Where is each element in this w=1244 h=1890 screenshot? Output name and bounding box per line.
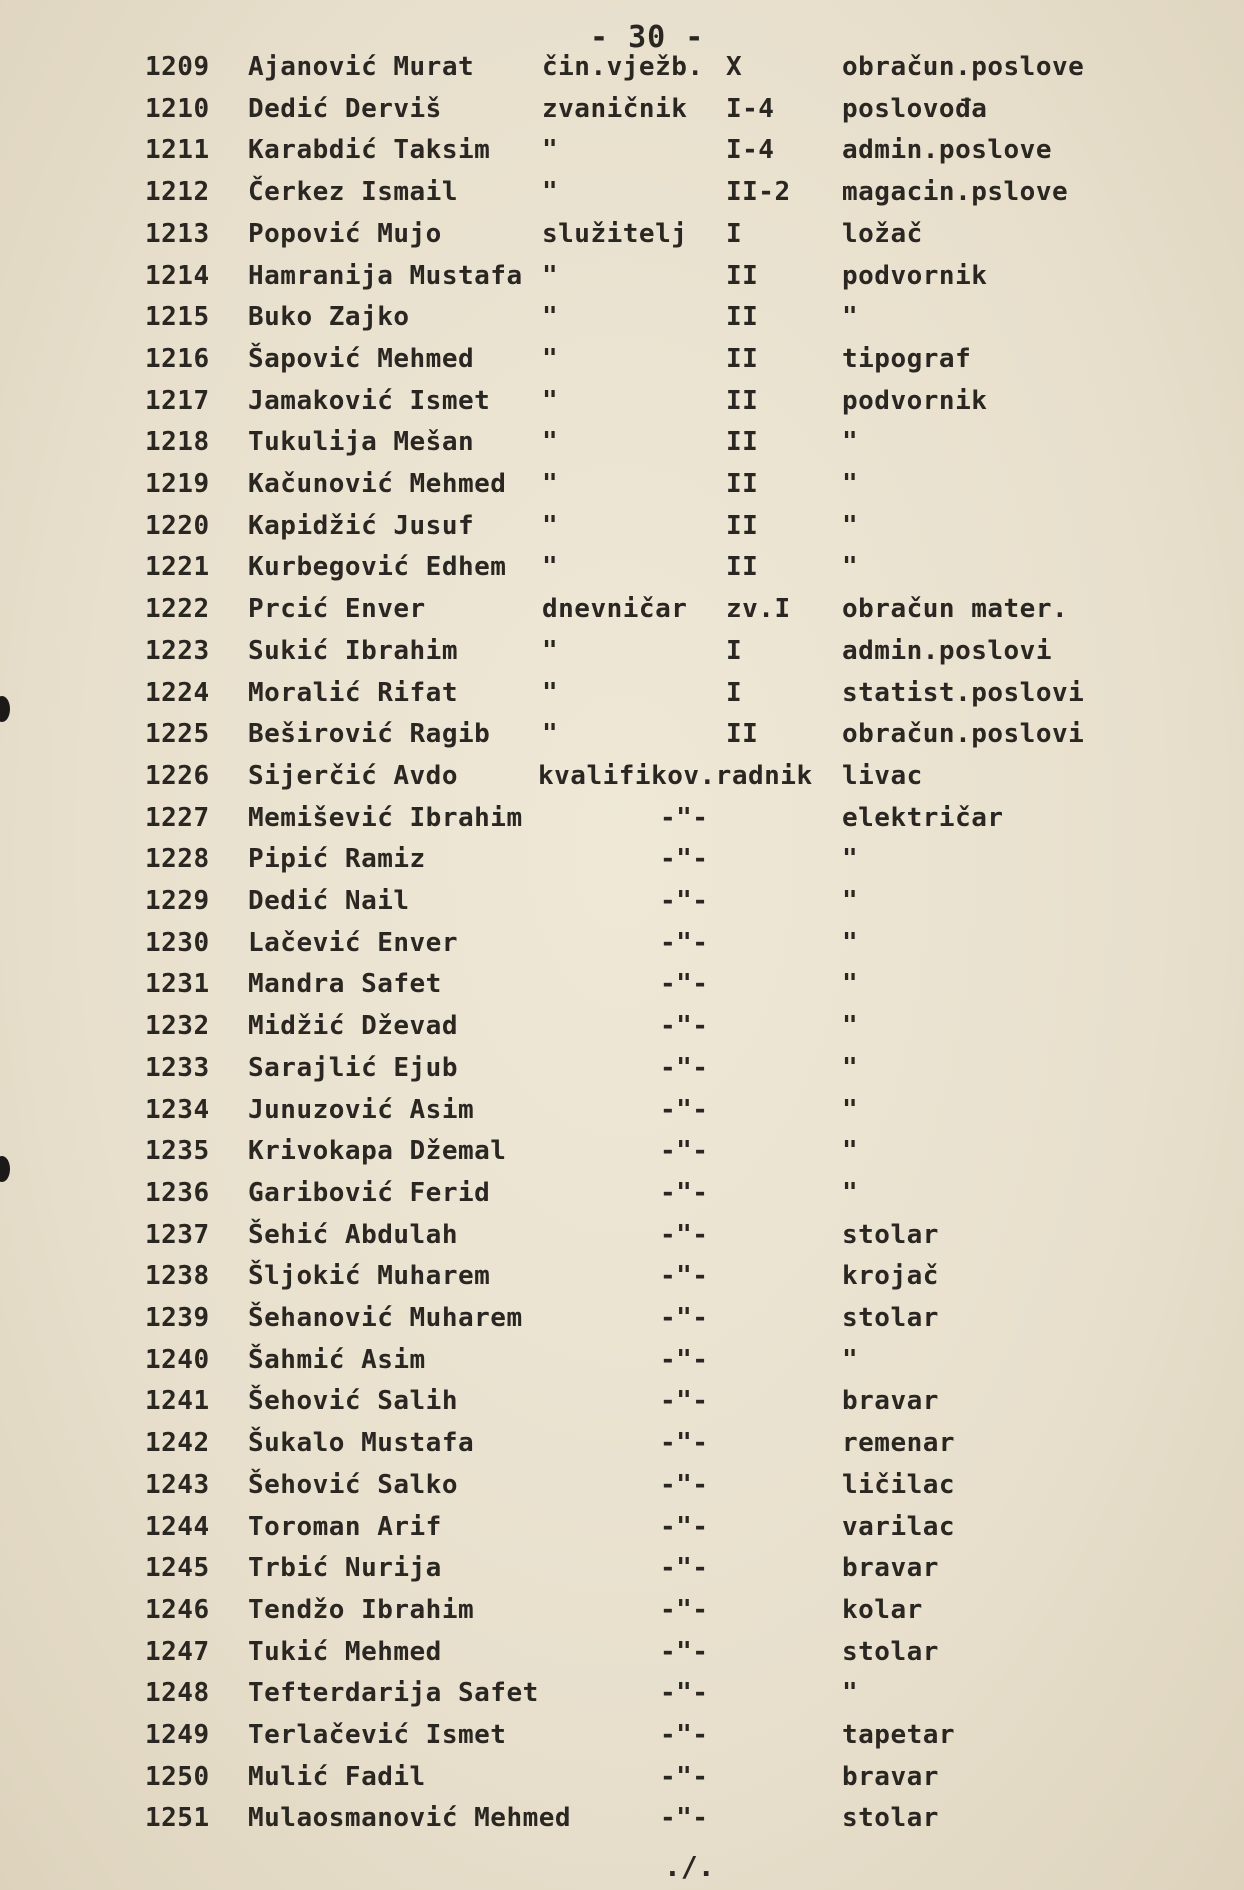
employee-grade: II xyxy=(726,385,759,416)
list-item xyxy=(0,386,1244,426)
entry-number: 1214 xyxy=(145,260,210,291)
employee-job: varilac xyxy=(842,1511,956,1542)
ditto-mark: -"- xyxy=(660,927,709,958)
employee-name: Dedić Nail xyxy=(248,886,410,916)
list-item xyxy=(0,594,1244,634)
entry-number: 1245 xyxy=(145,1553,210,1584)
list-item xyxy=(0,1011,1244,1051)
employee-job: " xyxy=(842,1344,859,1375)
entry-number: 1237 xyxy=(145,1219,210,1250)
employee-job: livac xyxy=(842,760,923,791)
employee-job: tipograf xyxy=(842,343,972,374)
entry-number: 1223 xyxy=(145,635,210,666)
list-item xyxy=(0,1053,1244,1093)
entry-number: 1244 xyxy=(145,1511,210,1542)
employee-name: Šapović Mehmed xyxy=(248,343,475,374)
list-item xyxy=(0,803,1244,843)
ditto-mark: -"- xyxy=(660,1803,709,1834)
employee-grade: II xyxy=(726,427,759,458)
list-item xyxy=(0,1720,1244,1760)
continuation-mark: ./. xyxy=(664,1850,715,1883)
employee-name: Lačević Enver xyxy=(248,927,458,958)
employee-title: " xyxy=(542,469,559,499)
employee-job: električar xyxy=(842,802,1004,833)
employee-title: " xyxy=(542,635,559,666)
entry-number: 1213 xyxy=(145,218,210,249)
employee-title: zvaničnik xyxy=(542,93,688,124)
employee-title: " xyxy=(542,343,559,374)
ditto-mark: -"- xyxy=(660,886,709,916)
list-item xyxy=(0,52,1244,92)
employee-grade: II xyxy=(726,469,759,499)
employee-job: stolar xyxy=(842,1219,939,1250)
entry-number: 1227 xyxy=(145,802,210,833)
employee-name: Sijerčić Avdo xyxy=(248,760,458,791)
employee-job: " xyxy=(842,510,859,541)
list-item xyxy=(0,1595,1244,1635)
employee-name: Tefterdarija Safet xyxy=(248,1678,539,1709)
employee-job: podvornik xyxy=(842,260,988,291)
entry-number: 1248 xyxy=(145,1678,210,1709)
ditto-mark: -"- xyxy=(660,1594,709,1625)
employee-name: Kurbegović Edhem xyxy=(248,552,507,583)
employee-name: Tukulija Mešan xyxy=(248,427,475,458)
employee-grade: II xyxy=(726,260,759,291)
employee-title: " xyxy=(542,677,559,708)
list-item xyxy=(0,219,1244,259)
employee-job: ličilac xyxy=(842,1469,956,1500)
employee-title: " xyxy=(542,177,559,208)
entry-number: 1247 xyxy=(145,1636,210,1667)
employee-name: Toroman Arif xyxy=(248,1511,442,1542)
list-item xyxy=(0,1261,1244,1301)
employee-grade: I-4 xyxy=(726,93,775,124)
entry-number: 1222 xyxy=(145,594,210,625)
employee-job: admin.poslovi xyxy=(842,635,1052,666)
list-item xyxy=(0,719,1244,759)
entry-number: 1242 xyxy=(145,1428,210,1459)
ditto-mark: -"- xyxy=(660,1678,709,1709)
entry-number: 1239 xyxy=(145,1303,210,1333)
employee-job: statist.poslovi xyxy=(842,677,1085,708)
list-item xyxy=(0,261,1244,301)
entry-number: 1211 xyxy=(145,135,210,166)
employee-title: " xyxy=(542,302,559,333)
employee-grade: I xyxy=(726,635,743,666)
entry-number: 1210 xyxy=(145,93,210,124)
ditto-mark: -"- xyxy=(660,1094,709,1125)
ditto-mark: -"- xyxy=(660,1636,709,1667)
employee-job: " xyxy=(842,844,859,875)
employee-name: Pipić Ramiz xyxy=(248,844,426,875)
list-item xyxy=(0,1512,1244,1552)
ditto-mark: -"- xyxy=(660,1511,709,1542)
employee-name: Ajanović Murat xyxy=(248,52,475,82)
employee-name: Karabdić Taksim xyxy=(248,135,491,166)
entry-number: 1230 xyxy=(145,927,210,958)
employee-job: " xyxy=(842,1011,859,1042)
entry-number: 1241 xyxy=(145,1386,210,1417)
employee-name: Krivokapa Džemal xyxy=(248,1136,507,1167)
employee-name: Mulić Fadil xyxy=(248,1761,426,1792)
employee-grade: II xyxy=(726,552,759,583)
ditto-mark: -"- xyxy=(660,1303,709,1333)
list-item xyxy=(0,1303,1244,1343)
employee-name: Šehović Salko xyxy=(248,1469,458,1500)
employee-grade: II xyxy=(726,510,759,541)
entry-number: 1219 xyxy=(145,469,210,499)
employee-job: poslovođa xyxy=(842,93,988,124)
employee-grade: II xyxy=(726,302,759,333)
employee-name: Kačunović Mehmed xyxy=(248,469,507,499)
list-item xyxy=(0,969,1244,1009)
page-number: - 30 - xyxy=(590,20,705,55)
employee-name: Mandra Safet xyxy=(248,969,442,1000)
ditto-mark: -"- xyxy=(660,1344,709,1375)
employee-job: magacin.pslove xyxy=(842,177,1069,208)
list-item xyxy=(0,1428,1244,1468)
employee-job: stolar xyxy=(842,1303,939,1333)
entry-number: 1232 xyxy=(145,1011,210,1042)
list-item xyxy=(0,1553,1244,1593)
employee-grade: I xyxy=(726,677,743,708)
entry-number: 1235 xyxy=(145,1136,210,1167)
entry-number: 1249 xyxy=(145,1720,210,1750)
entry-number: 1212 xyxy=(145,177,210,208)
ditto-mark: -"- xyxy=(660,1386,709,1417)
employee-job: bravar xyxy=(842,1761,939,1792)
employee-grade: I-4 xyxy=(726,135,775,166)
employee-name: Jamaković Ismet xyxy=(248,385,491,416)
entry-number: 1228 xyxy=(145,844,210,875)
ditto-mark: -"- xyxy=(660,844,709,875)
list-item xyxy=(0,1345,1244,1385)
employee-job: obračun.poslove xyxy=(842,52,1085,82)
entry-number: 1229 xyxy=(145,886,210,916)
entry-number: 1243 xyxy=(145,1469,210,1500)
employee-name: Beširović Ragib xyxy=(248,719,491,750)
employee-name: Prcić Enver xyxy=(248,594,426,625)
employee-job: " xyxy=(842,927,859,958)
entry-number: 1246 xyxy=(145,1594,210,1625)
entry-number: 1238 xyxy=(145,1261,210,1292)
ditto-mark: -"- xyxy=(660,1261,709,1292)
list-item xyxy=(0,511,1244,551)
list-item xyxy=(0,1386,1244,1426)
employee-title: " xyxy=(542,552,559,583)
employee-job: " xyxy=(842,302,859,333)
ditto-mark: -"- xyxy=(660,1720,709,1750)
entry-number: 1217 xyxy=(145,385,210,416)
employee-name: Terlačević Ismet xyxy=(248,1720,507,1750)
employee-title: " xyxy=(542,719,559,750)
employee-name: Čerkez Ismail xyxy=(248,177,458,208)
list-item xyxy=(0,1803,1244,1843)
entry-number: 1240 xyxy=(145,1344,210,1375)
entry-number: 1225 xyxy=(145,719,210,750)
employee-name: Memišević Ibrahim xyxy=(248,802,523,833)
employee-title: kvalifikov.radnik xyxy=(538,760,813,791)
employee-grade: zv.I xyxy=(726,594,791,625)
employee-name: Sarajlić Ejub xyxy=(248,1052,458,1083)
list-item xyxy=(0,1762,1244,1802)
entry-number: 1221 xyxy=(145,552,210,583)
ditto-mark: -"- xyxy=(660,969,709,1000)
list-item xyxy=(0,886,1244,926)
employee-job: " xyxy=(842,969,859,1000)
list-item xyxy=(0,1470,1244,1510)
employee-name: Trbić Nurija xyxy=(248,1553,442,1584)
list-item xyxy=(0,94,1244,134)
employee-job: obračun.poslovi xyxy=(842,719,1085,750)
employee-name: Midžić Dževad xyxy=(248,1011,458,1042)
employee-job: bravar xyxy=(842,1553,939,1584)
list-item xyxy=(0,1637,1244,1677)
employee-name: Moralić Rifat xyxy=(248,677,458,708)
employee-job: " xyxy=(842,1094,859,1125)
list-item xyxy=(0,928,1244,968)
employee-job: " xyxy=(842,469,859,499)
employee-name: Garibović Ferid xyxy=(248,1177,491,1208)
employee-name: Sukić Ibrahim xyxy=(248,635,458,666)
entry-number: 1250 xyxy=(145,1761,210,1792)
list-item xyxy=(0,427,1244,467)
ditto-mark: -"- xyxy=(660,802,709,833)
employee-job: krojač xyxy=(842,1261,939,1292)
ditto-mark: -"- xyxy=(660,1428,709,1459)
employee-job: podvornik xyxy=(842,385,988,416)
employee-name: Šehanović Muharem xyxy=(248,1303,523,1333)
employee-name: Popović Mujo xyxy=(248,218,442,249)
employee-job: admin.poslove xyxy=(842,135,1052,166)
employee-title: dnevničar xyxy=(542,594,688,625)
employee-job: " xyxy=(842,427,859,458)
employee-title: služitelj xyxy=(542,218,688,249)
employee-job: tapetar xyxy=(842,1720,956,1750)
employee-name: Šukalo Mustafa xyxy=(248,1428,475,1459)
employee-job: " xyxy=(842,552,859,583)
employee-name: Šehović Salih xyxy=(248,1386,458,1417)
ditto-mark: -"- xyxy=(660,1219,709,1250)
employee-job: stolar xyxy=(842,1636,939,1667)
list-item xyxy=(0,302,1244,342)
list-item xyxy=(0,844,1244,884)
employee-grade: X xyxy=(726,52,743,82)
employee-name: Šljokić Muharem xyxy=(248,1261,491,1292)
entry-number: 1233 xyxy=(145,1052,210,1083)
list-item xyxy=(0,636,1244,676)
employee-name: Kapidžić Jusuf xyxy=(248,510,475,541)
employee-job: obračun mater. xyxy=(842,594,1069,625)
ditto-mark: -"- xyxy=(660,1052,709,1083)
employee-grade: II xyxy=(726,343,759,374)
list-item xyxy=(0,177,1244,217)
employee-name: Junuzović Asim xyxy=(248,1094,475,1125)
employee-name: Buko Zajko xyxy=(248,302,410,333)
employee-job: bravar xyxy=(842,1386,939,1417)
list-item xyxy=(0,1678,1244,1718)
ditto-mark: -"- xyxy=(660,1177,709,1208)
employee-job: " xyxy=(842,886,859,916)
employee-grade: II-2 xyxy=(726,177,791,208)
employee-job: ložač xyxy=(842,218,923,249)
ditto-mark: -"- xyxy=(660,1469,709,1500)
entry-number: 1231 xyxy=(145,969,210,1000)
list-item xyxy=(0,344,1244,384)
employee-title: " xyxy=(542,510,559,541)
list-item xyxy=(0,1136,1244,1176)
entry-number: 1215 xyxy=(145,302,210,333)
ditto-mark: -"- xyxy=(660,1136,709,1167)
list-item xyxy=(0,761,1244,801)
employee-name: Šahmić Asim xyxy=(248,1344,426,1375)
employee-title: " xyxy=(542,260,559,291)
employee-job: remenar xyxy=(842,1428,956,1459)
employee-grade: II xyxy=(726,719,759,750)
employee-name: Hamranija Mustafa xyxy=(248,260,523,291)
employee-job: kolar xyxy=(842,1594,923,1625)
employee-title: " xyxy=(542,135,559,166)
ditto-mark: -"- xyxy=(660,1011,709,1042)
employee-title: " xyxy=(542,385,559,416)
entry-number: 1234 xyxy=(145,1094,210,1125)
list-item xyxy=(0,552,1244,592)
employee-job: " xyxy=(842,1052,859,1083)
employee-name: Šehić Abdulah xyxy=(248,1219,458,1250)
entry-number: 1226 xyxy=(145,760,210,791)
entry-number: 1251 xyxy=(145,1803,210,1834)
employee-job: " xyxy=(842,1136,859,1167)
entry-number: 1209 xyxy=(145,52,210,82)
list-item xyxy=(0,678,1244,718)
list-item xyxy=(0,1220,1244,1260)
entry-number: 1224 xyxy=(145,677,210,708)
list-item xyxy=(0,1095,1244,1135)
entry-number: 1218 xyxy=(145,427,210,458)
entry-number: 1220 xyxy=(145,510,210,541)
ditto-mark: -"- xyxy=(660,1761,709,1792)
list-item xyxy=(0,135,1244,175)
employee-name: Mulaosmanović Mehmed xyxy=(248,1803,572,1834)
employee-name: Tukić Mehmed xyxy=(248,1636,442,1667)
entry-number: 1236 xyxy=(145,1177,210,1208)
employee-title: čin.vježb. xyxy=(542,52,704,82)
employee-job: " xyxy=(842,1678,859,1709)
list-item xyxy=(0,1178,1244,1218)
employee-job: " xyxy=(842,1177,859,1208)
employee-name: Dedić Derviš xyxy=(248,93,442,124)
list-item xyxy=(0,469,1244,509)
employee-name: Tendžo Ibrahim xyxy=(248,1594,475,1625)
employee-title: " xyxy=(542,427,559,458)
employee-job: stolar xyxy=(842,1803,939,1834)
entry-number: 1216 xyxy=(145,343,210,374)
ditto-mark: -"- xyxy=(660,1553,709,1584)
employee-grade: I xyxy=(726,218,743,249)
